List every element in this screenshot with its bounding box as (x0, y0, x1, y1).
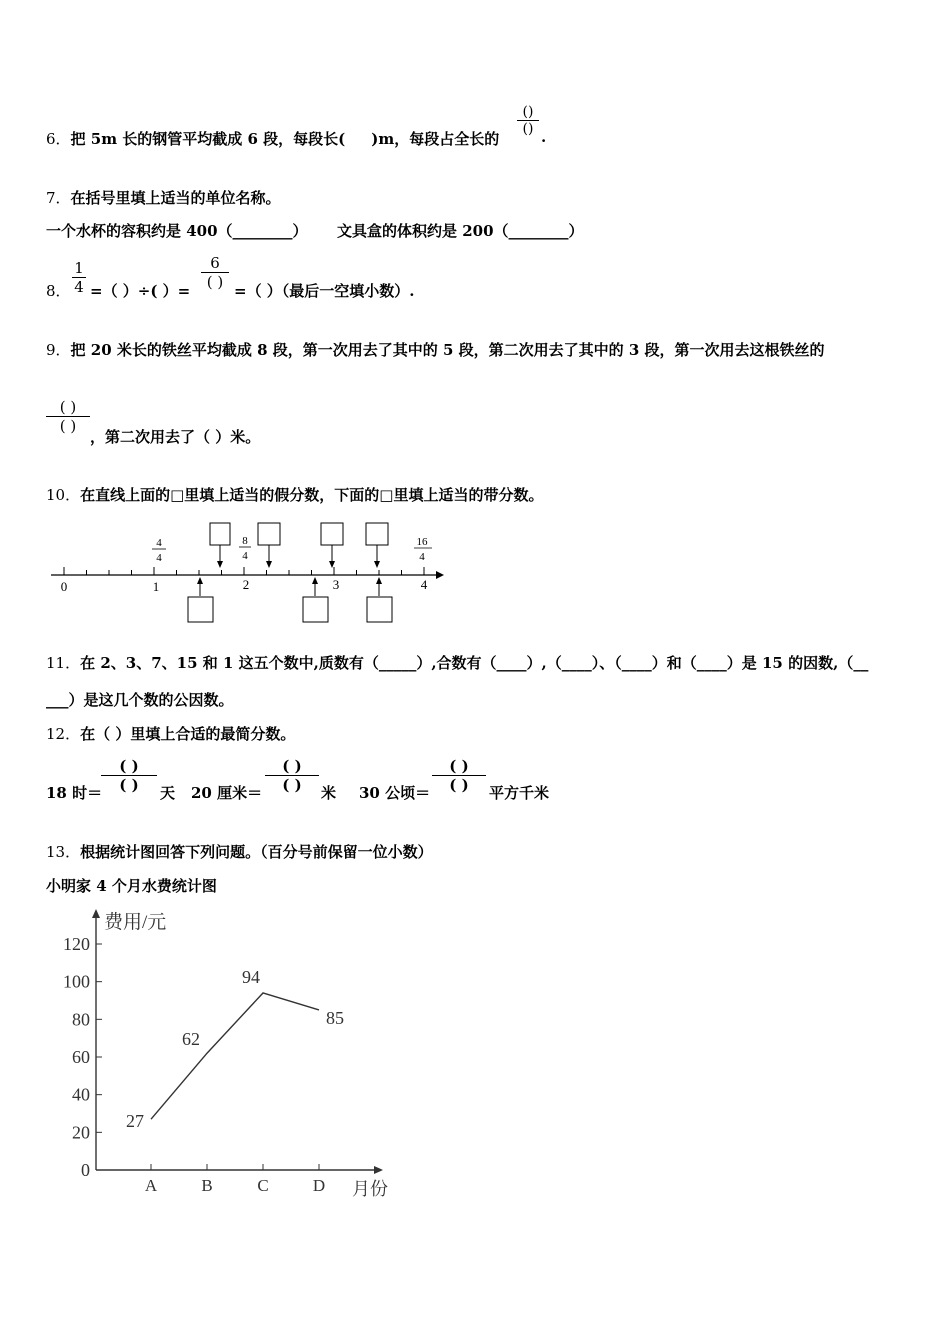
axis-label-2: 2 (242, 577, 250, 592)
q8-fraction-2 (201, 254, 229, 291)
q8-fraction-1 (72, 259, 86, 296)
q6-after: . (541, 128, 547, 146)
x-axis-label: 月份 (352, 1179, 388, 1199)
upper-box-1[interactable] (210, 523, 230, 568)
y-axis-label: 费用/元 (104, 912, 167, 933)
q7-title-line (46, 187, 281, 208)
q8-frac1-num: 1 (74, 259, 84, 277)
q10-number: 10． (46, 486, 81, 504)
y-axis-arrow (92, 909, 100, 918)
q6-line (46, 128, 499, 149)
q6-text-mid: )m，每段占全长的 (371, 130, 500, 148)
q13-chart-title: 小明家 4 个月水费统计图 (46, 877, 217, 895)
data-label: 85 (326, 1007, 344, 1028)
q9-tail: ，第二次用去了（ ）米。 (90, 428, 261, 446)
q12-item2-unit: 米 (321, 784, 337, 802)
lower-box-3[interactable] (367, 577, 392, 622)
data-label: 62 (182, 1029, 200, 1050)
q12-item2-fraction[interactable] (265, 757, 319, 794)
x-axis-arrow (374, 1166, 383, 1174)
y-tick-label: 60 (72, 1047, 90, 1067)
x-tick-label: D (312, 1176, 326, 1195)
q12-item2-den: ( ) (282, 776, 302, 794)
q12-item3-num: ( ) (449, 757, 469, 775)
q12-title: 在（ ）里填上合适的最简分数。 (80, 725, 296, 743)
y-tick-label: 100 (63, 971, 90, 992)
q9-line (46, 339, 825, 360)
q12-title-line (46, 723, 295, 744)
q7-line2: 文具盒的体积约是 200（________） (337, 222, 584, 240)
q12-item2-num: ( ) (282, 757, 302, 775)
frac-8-4-den: 4 (242, 550, 248, 562)
q7-number: 7． (46, 189, 71, 207)
q7-line1: 一个水杯的容积约是 400（________） (46, 222, 308, 240)
y-tick-label: 20 (72, 1122, 90, 1143)
q11-text-1: 在 2、3、7、15 和 1 这五个数中,质数有（_____）,合数有（____）,（____）、（____）和（____）是 15 的因数,（__ (80, 654, 869, 672)
data-label: 94 (242, 966, 260, 987)
data-labels (126, 967, 344, 1131)
q7-title: 在括号里填上适当的单位名称。 (70, 189, 281, 207)
frac-8-4-num: 8 (242, 535, 248, 547)
number-line-figure (46, 518, 466, 628)
q12-item1-num: ( ) (119, 757, 139, 775)
q12-number: 12． (46, 725, 81, 743)
upper-box-4[interactable] (366, 523, 388, 568)
q10-line (46, 484, 543, 505)
q8-frac2-num: 6 (210, 254, 220, 272)
q12-item1-fraction[interactable] (101, 757, 157, 794)
q8-frac2-den: ( ) (206, 273, 224, 291)
q9-text: 把 20 米长的铁丝平均截成 8 段，第一次用去了其中的 5 段，第二次用去了其中的 3 段，第一次用去这根铁丝的 (70, 341, 825, 359)
q13-number: 13． (46, 843, 81, 861)
q9-frac-den: ( ) (59, 417, 77, 435)
upper-box-2[interactable] (258, 523, 280, 568)
q10-text: 在直线上面的□里填上适当的假分数，下面的□里填上适当的带分数。 (80, 486, 544, 504)
q12-item1-label: 18 时＝ (46, 784, 103, 802)
frac-16-4-den: 4 (419, 551, 425, 563)
upper-box-3[interactable] (321, 523, 343, 568)
q12-item2-label: 20 厘米＝ (191, 784, 263, 802)
q6-frac-num: () (522, 104, 534, 120)
y-tick-label: 80 (72, 1009, 90, 1030)
q11-number: 11． (46, 654, 81, 672)
x-ticks (145, 1164, 325, 1195)
q6-text-before: 把 5m 长的钢管平均截成 6 段，每段长( (70, 130, 346, 148)
axis-label-3: 3 (332, 577, 340, 592)
q9-frac-num: ( ) (59, 398, 77, 416)
x-tick-label: C (257, 1176, 269, 1195)
frac-16-4-num: 16 (416, 536, 428, 548)
q12-item3-den: ( ) (449, 776, 469, 794)
q12-item1-unit: 天 (160, 784, 176, 802)
y-tick-label: 120 (63, 934, 90, 954)
data-label: 27 (126, 1111, 144, 1132)
q12-item1-den: ( ) (119, 776, 139, 794)
q8-mid: =（ ）÷( ）= (90, 282, 191, 300)
frac-4-4-num: 4 (156, 537, 162, 549)
q6-number: 6． (46, 130, 71, 148)
lower-box-2[interactable] (303, 577, 328, 622)
y-tick-label: 40 (72, 1084, 90, 1105)
q12-item3-unit: 平方千米 (489, 784, 550, 802)
q8-number: 8． (46, 282, 71, 300)
q13-title-line (46, 841, 433, 862)
q6-fraction (517, 104, 539, 137)
water-fee-line-chart (46, 902, 426, 1202)
number-line-ticks (64, 567, 424, 575)
x-tick-label: A (144, 1176, 158, 1195)
series-line (151, 993, 319, 1119)
q8-frac1-den: 4 (74, 278, 84, 296)
q9-number: 9． (46, 341, 71, 359)
frac-4-4-den: 4 (156, 552, 162, 564)
q9-fraction (46, 398, 90, 435)
x-tick-label: B (201, 1176, 213, 1195)
q11-line2: ___）是这几个数的公因数。 (46, 691, 234, 709)
q12-item3-label: 30 公顷＝ (359, 784, 431, 802)
number-line-arrow (436, 571, 444, 579)
q8-tail: =（ ）（最后一空填小数）. (234, 282, 415, 300)
q6-frac-den: () (522, 121, 534, 137)
y-tick-label: 0 (81, 1160, 90, 1180)
lower-box-1[interactable] (188, 577, 213, 622)
axis-label-1: 1 (152, 579, 160, 594)
q11-line1 (46, 652, 868, 673)
axis-label-0: 0 (60, 579, 68, 594)
axis-label-4: 4 (420, 577, 428, 592)
q12-item3-fraction[interactable] (432, 757, 486, 794)
q13-title: 根据统计图回答下列问题。（百分号前保留一位小数） (80, 843, 433, 861)
